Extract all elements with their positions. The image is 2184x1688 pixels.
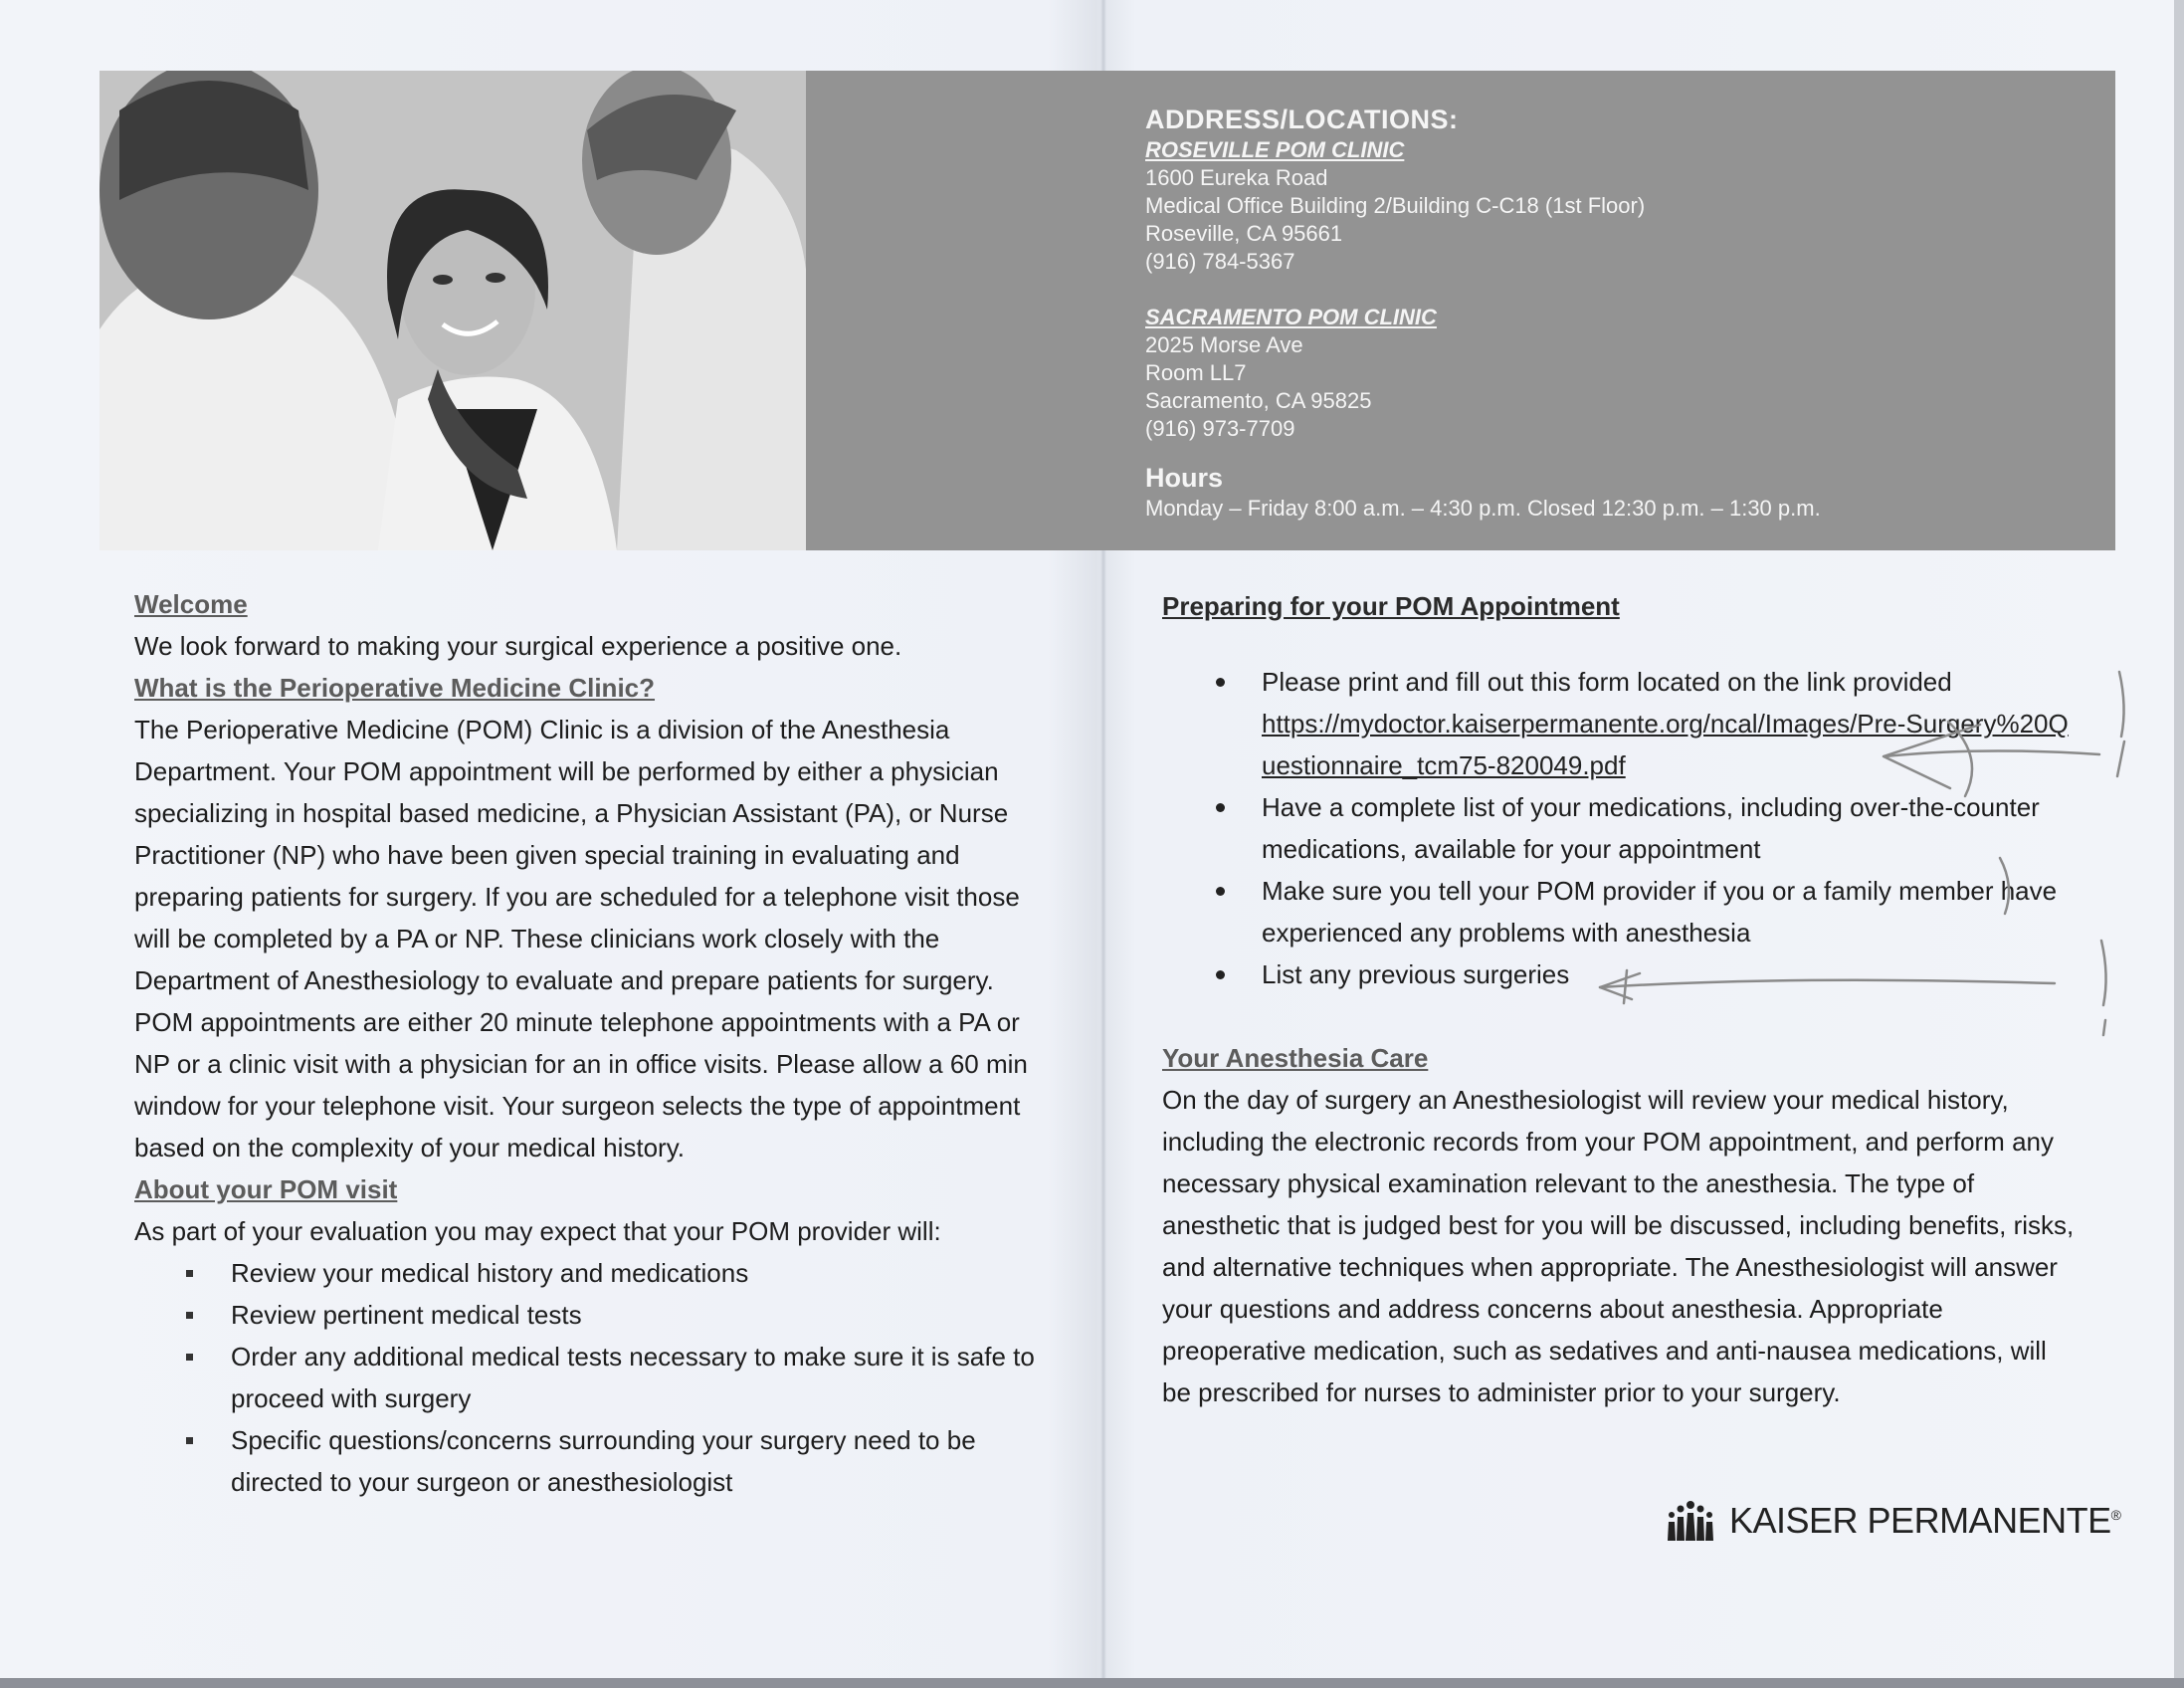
paper-edge-right (2174, 0, 2184, 1688)
address-line: Room LL7 (1145, 360, 1247, 385)
prep-item-text: Please print and fill out this form located on the link provided (1262, 667, 1952, 697)
anesthesia-care-heading: Your Anesthesia Care (1162, 1043, 1429, 1073)
anesthesia-care-text: On the day of surgery an Anesthesiologist will review your medical history, including the electronic records from your POM appointment, and perform any necessary physical examination relevant to the anesthesia. The type of anesthetic that is judged best for you will be discussed, including benefits, risks, and alternative techniques when appropriate. The Anesthesiologist will answer your questions and address concerns about anesthesia. Appropriate preoperative medication, such as sedatives and anti-nausea medications, will be prescribed for nurses to administer prior to your surgery. (1162, 1085, 2075, 1407)
address-line: Sacramento, CA 95825 (1145, 388, 1372, 413)
list-item: Make sure you tell your POM provider if you or a family member have experienced any problems with anesthesia (1214, 870, 2078, 953)
welcome-text: We look forward to making your surgical experience a positive one. (134, 631, 902, 661)
questionnaire-link[interactable]: https://mydoctor.kaiserpermanente.org/ncal/Images/Pre-Surgery%20Questionnaire_tcm75-820049.pdf (1262, 709, 2069, 780)
welcome-heading: Welcome (134, 589, 248, 619)
right-column (1162, 585, 2078, 1413)
list-item: Order any additional medical tests necessary to make sure it is safe to proceed with surgery (184, 1336, 1060, 1419)
about-visit-heading: About your POM visit (134, 1174, 398, 1204)
clinic-name-roseville: ROSEVILLE POM CLINIC (1145, 137, 1405, 162)
about-visit-list (134, 1252, 1060, 1503)
kaiser-logo (1664, 1499, 2120, 1543)
paper-edge-bottom (0, 1678, 2184, 1688)
hours-title: Hours (1145, 463, 1224, 493)
pom-clinic-heading: What is the Perioperative Medicine Clinic? (134, 673, 656, 703)
address-line: Medical Office Building 2/Building C-C18 (1st Floor) (1145, 193, 1646, 218)
prep-heading: Preparing for your POM Appointment (1162, 591, 1620, 621)
list-item (1214, 661, 2078, 786)
address-title: ADDRESS/LOCATIONS: (1145, 105, 1459, 134)
address-line: 2025 Morse Ave (1145, 332, 1303, 357)
pom-clinic-text: The Perioperative Medicine (POM) Clinic is a division of the Anesthesia Department. Your POM appointment will be performed by either a physician specializing in hospital based medicine, a Physician Assistant (PA), or Nurse Practitioner (NP) who have been given special training in evaluating and preparing patients for surgery. If you are scheduled for a telephone visit those will be completed by a PA or NP. These clinicians work closely with the Department of Anesthesiology to evaluate and prepare patients for surgery. POM appointments are either 20 minute telephone appointments with a PA or NP or a clinic visit with a physician for an in office visits. Please allow a 60 min window for your telephone visit. Your surgeon selects the type of appointment based on the complexity of your medical history. (134, 715, 1028, 1162)
left-column (134, 583, 1060, 1503)
list-item: List any previous surgeries (1214, 953, 2078, 995)
hours-text: Monday – Friday 8:00 a.m. – 4:30 p.m. Closed 12:30 p.m. – 1:30 p.m. (1145, 496, 1821, 521)
prep-list (1162, 661, 2078, 995)
list-item: Specific questions/concerns surrounding your surgery need to be directed to your surgeon or anesthesiologist (184, 1419, 1060, 1503)
list-item: Review your medical history and medications (184, 1252, 1060, 1294)
address-line: 1600 Eureka Road (1145, 165, 1328, 190)
list-item: Review pertinent medical tests (184, 1294, 1060, 1336)
kaiser-logo-text: KAISER PERMANENTE® (1729, 1500, 2121, 1541)
phone-line: (916) 784-5367 (1145, 249, 1295, 274)
about-visit-intro: As part of your evaluation you may expect that your POM provider will: (134, 1216, 941, 1246)
clinicians-photo (99, 71, 806, 550)
list-item: Have a complete list of your medications, including over-the-counter medications, available for your appointment (1214, 786, 2078, 870)
address-line: Roseville, CA 95661 (1145, 221, 1343, 246)
address-block (1145, 103, 1821, 523)
phone-line: (916) 973-7709 (1145, 416, 1295, 441)
clinic-name-sacramento: SACRAMENTO POM CLINIC (1145, 305, 1437, 329)
kaiser-people-icon (1664, 1499, 1717, 1543)
